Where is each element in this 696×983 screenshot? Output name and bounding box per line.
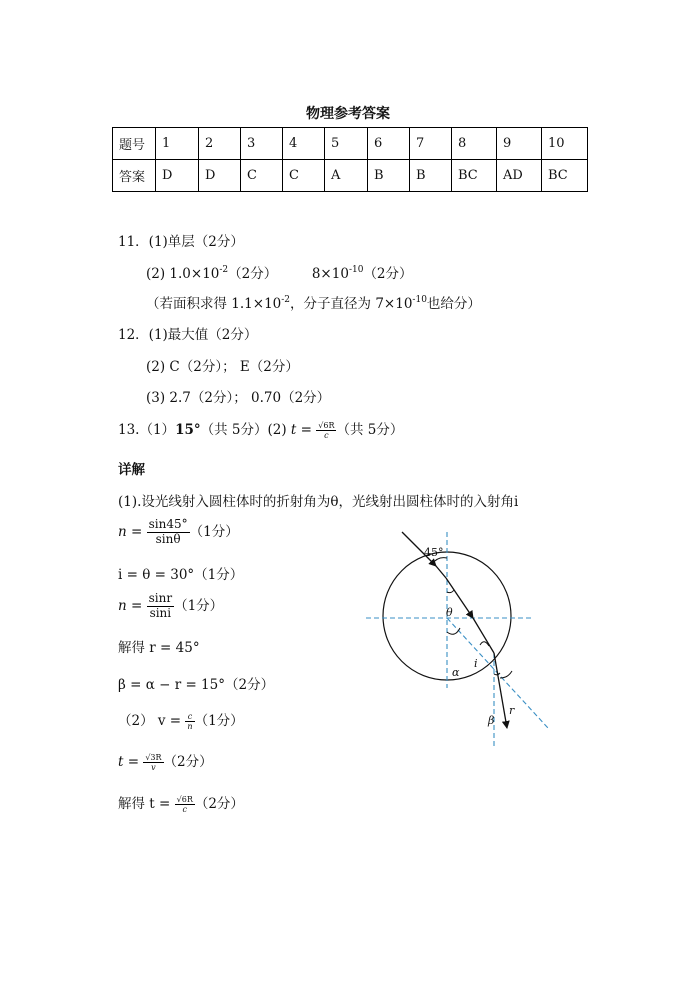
number-cell: 7 (410, 128, 452, 160)
eq-beta: β = α − r = 15°（2分） (118, 677, 275, 693)
q13-fraction-den: c (324, 431, 329, 440)
q11-line-3 (146, 292, 481, 312)
eq3-den: sini (149, 605, 172, 620)
eq3-fraction (147, 592, 174, 621)
eq3-lhs: n = (118, 597, 143, 614)
label-45: 45° (424, 546, 444, 559)
q11-part2-exp: -2 (219, 265, 229, 275)
eq-refraction-2 (118, 592, 223, 621)
eq7-lhs: t = (118, 754, 140, 770)
eq3-score: （1分） (174, 597, 224, 614)
q13-part1-score: （共 5分）(2) (200, 422, 287, 438)
header-label-cell: 题号 (113, 128, 156, 160)
number-cell: 9 (497, 128, 542, 160)
number-cell: 2 (199, 128, 241, 160)
answer-cell: B (368, 160, 410, 192)
exit-ray (494, 653, 507, 728)
eq-time (118, 750, 213, 772)
q11-note-end: 也给分） (426, 296, 481, 312)
eq6-den: n (187, 722, 193, 731)
q11-part2-value: (2) 1.0×10 (146, 266, 220, 282)
number-cell: 10 (542, 128, 588, 160)
eq1-den: sinθ (155, 531, 181, 546)
q11-part2-diameter: 8×10 (311, 266, 349, 282)
label-alpha: α (452, 666, 460, 679)
label-beta: β (488, 714, 495, 727)
q11-note-diameter-exp: -10 (412, 295, 427, 305)
eq-solve-r: 解得 r = 45° (118, 640, 200, 656)
eq1-num: sin45° (148, 517, 188, 531)
detail-heading: 详解 (118, 462, 145, 478)
number-cell: 1 (156, 128, 199, 160)
number-cell: 4 (283, 128, 325, 160)
answer-cell: AD (497, 160, 542, 192)
q13-part1-answer: 15° (175, 422, 201, 438)
q13-part2-score: （共 5分） (336, 422, 404, 438)
eq7-num: √3R (145, 752, 162, 762)
q11-note-area-exp: -2 (281, 295, 291, 305)
eq8-lhs: 解得 t = (118, 796, 171, 812)
answer-cell: BC (542, 160, 588, 192)
refraction-diagram (360, 528, 560, 758)
q13-fraction-num: √6R (318, 420, 335, 430)
q11-line-1: 11．(1)单层（2分） (118, 234, 244, 250)
q11-note-diameter: ，分子直径为 7×10 (290, 296, 413, 312)
eq7-den: v (151, 763, 156, 772)
label-i: i (474, 657, 478, 670)
eq-time-result (118, 792, 244, 814)
q12-line-1: 12．(1)最大值（2分） (118, 327, 258, 343)
eq6-fraction (185, 712, 194, 731)
eq1-fraction (147, 518, 190, 547)
number-cell: 6 (368, 128, 410, 160)
q11-note-area: （若面积求得 1.1×10 (146, 296, 282, 312)
eq8-score: （2分） (194, 796, 244, 812)
answer-cell: D (199, 160, 241, 192)
eq6-score: （1分） (194, 713, 244, 729)
page-title: 物理参考答案 (306, 106, 390, 122)
answer-cell: C (283, 160, 325, 192)
q13-fraction (316, 421, 336, 440)
q11-part2-diameter-score: （2分） (363, 266, 413, 282)
q11-line-2 (146, 262, 413, 282)
q13-part1-label: 13.（1） (118, 422, 176, 438)
answer-label-cell: 答案 (113, 160, 156, 192)
eq7-score: （2分） (163, 754, 213, 770)
q11-part2-diameter-exp: -10 (348, 265, 364, 275)
eq8-num: √6R (176, 794, 193, 804)
q13-line (118, 418, 403, 440)
label-r: r (509, 704, 515, 717)
eq-refraction-1 (118, 518, 239, 547)
q11-part2-score: （2分） (228, 266, 278, 282)
answer-cell: A (325, 160, 368, 192)
eq1-score: （1分） (189, 523, 239, 540)
answer-cell: B (410, 160, 452, 192)
eq3-num: sinr (148, 591, 173, 605)
q12-line-2: (2) C（2分）； E（2分） (146, 359, 299, 375)
table-row (113, 128, 588, 160)
answer-cell: C (241, 160, 283, 192)
number-cell: 5 (325, 128, 368, 160)
eq1-lhs: n = (118, 523, 143, 540)
answer-cell: D (156, 160, 199, 192)
angle-alpha-arc (447, 628, 460, 634)
eq8-fraction (175, 795, 195, 814)
answer-table (112, 127, 588, 192)
eq6-lhs: （2） v = (118, 713, 182, 729)
q13-part2-lhs: t = (290, 422, 312, 438)
number-cell: 3 (241, 128, 283, 160)
angle-theta-arc (447, 590, 454, 593)
label-theta: θ (446, 606, 453, 619)
eq7-fraction (143, 753, 163, 772)
eq-angle-i: i = θ = 30°（1分） (118, 567, 244, 583)
eq6-num: c (185, 712, 194, 722)
table-row (113, 160, 588, 192)
q12-line-3: (3) 2.7（2分）； 0.70（2分） (146, 390, 331, 406)
answer-cell: BC (452, 160, 497, 192)
number-cell: 8 (452, 128, 497, 160)
eq8-den: c (182, 805, 187, 814)
detail-intro: (1).设光线射入圆柱体时的折射角为θ，光线射出圆柱体时的入射角i (118, 494, 519, 510)
eq-velocity (118, 709, 244, 731)
